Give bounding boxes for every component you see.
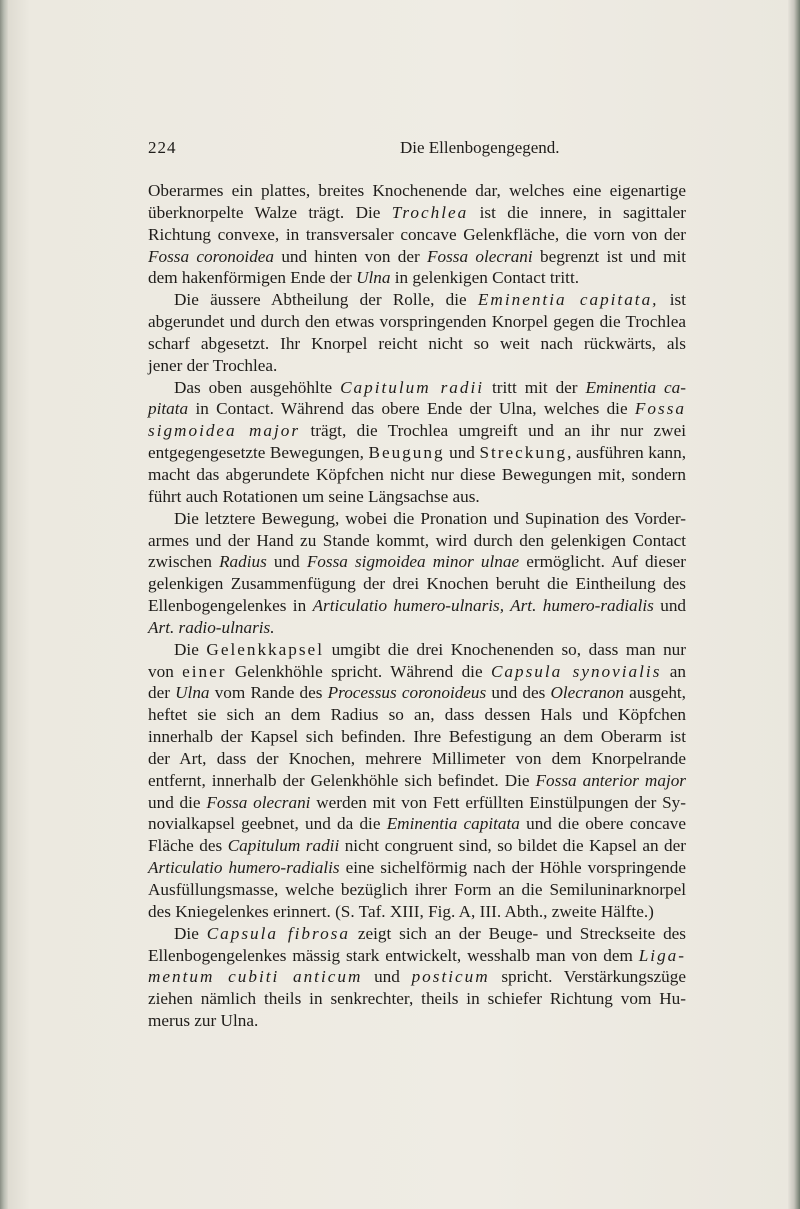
text-segment: entfernt, innerhalb der Gelenkhöhle sich befindet. Die [148, 770, 536, 790]
text-segment: gelenkigen Zusammenfügung der drei Knochen beruht die Eintheilung des [148, 574, 686, 594]
text-segment: Die [174, 923, 207, 943]
text-segment: Fossa anterior major [535, 770, 686, 790]
text-line [148, 333, 686, 355]
text-line [148, 792, 686, 814]
text-line [148, 857, 686, 879]
text-line [148, 442, 686, 464]
text-line [148, 486, 686, 508]
text-segment: Gelenkhöhle spricht. Während die [226, 661, 491, 681]
text-segment: in Contact. Während das obere Ende der Ulna, welches die [188, 399, 635, 419]
text-line [148, 661, 686, 683]
text-line [148, 573, 686, 595]
text-segment: Ulna [356, 268, 391, 288]
text-segment: nicht congruent sind, so bildet die Kapsel an der [339, 836, 686, 856]
text-segment: , ausführen kann, [567, 443, 686, 463]
body-text [148, 180, 686, 1032]
text-segment: macht das abgerundete Köpfchen nicht nur diese Bewegungen mit, sondern [148, 464, 686, 484]
text-line [148, 988, 686, 1010]
text-segment: Eminentia capitata [386, 814, 520, 834]
text-line [148, 748, 686, 770]
text-segment: trägt, die Trochlea umgreift und an ihr nur zwei [300, 421, 686, 441]
text-segment: Richtung convexe, in transversaler concave Gelenkfläche, die vorn von der [148, 224, 686, 244]
text-segment: an [661, 661, 686, 681]
text-line [148, 966, 686, 988]
text-line [148, 726, 686, 748]
text-segment: Eminentia ca- [585, 377, 687, 397]
text-segment: Fossa coronoidea [148, 246, 275, 266]
text-line [148, 682, 686, 704]
text-segment: ausgeht, [624, 683, 686, 703]
text-segment: merus zur Ulna. [148, 1011, 259, 1031]
text-segment: einer [182, 661, 227, 681]
text-segment: Ellenbogengelenkes mässig stark entwickelt, wesshalb man von dem [148, 945, 639, 965]
running-title: Die Ellenbogengegend. [400, 138, 560, 157]
text-segment: und des [486, 683, 551, 703]
text-line [148, 901, 686, 923]
page-header [148, 138, 688, 162]
text-line [148, 945, 686, 967]
text-segment: zeigt sich an der Beuge- und Streckseite des [349, 923, 686, 943]
text-segment: Ellenbogengelenkes in [148, 596, 313, 616]
text-line [148, 420, 686, 442]
text-line [148, 246, 686, 268]
text-segment: Beugung [368, 443, 445, 463]
text-segment: spricht. Verstärkungszüge [489, 967, 686, 987]
text-segment: Gelenkkapsel [206, 639, 324, 659]
text-segment: Capsula synovialis [490, 661, 662, 681]
text-segment: Ausfüllungsmasse, welche bezüglich ihrer Form an die Semiluninarknorpel [148, 880, 686, 899]
text-segment: posticum [411, 967, 490, 987]
text-segment: Capitulum radii [340, 377, 485, 397]
text-segment: des Kniegelenkes erinnert. (S. Taf. XIII, Fig. A, III. Abth., zweite Hälfte.) [148, 901, 654, 921]
text-line [148, 180, 686, 202]
text-segment: und [266, 552, 307, 572]
text-line [148, 377, 686, 399]
page-edge [788, 0, 800, 1209]
text-segment: Articulatio humero-radialis [148, 858, 340, 878]
text-segment: Fossa olecrani [206, 792, 311, 812]
text-segment: und die obere concave [519, 814, 686, 834]
text-segment: innerhalb der Kapsel sich befinden. Ihre Befestigung an dem Oberarm ist [148, 727, 686, 747]
text-segment: sigmoidea major [148, 421, 301, 441]
text-line [148, 224, 686, 246]
text-segment: Liga- [638, 945, 686, 965]
text-line [148, 639, 686, 661]
text-segment: Die [174, 639, 207, 659]
text-segment: ermöglicht. Auf dieser [519, 552, 687, 572]
text-line [148, 1010, 686, 1032]
text-segment: novialkapsel geebnet, und da die [148, 814, 387, 834]
text-segment: Capsula fibrosa [206, 923, 350, 943]
text-segment: Ulna [175, 683, 210, 703]
text-line [148, 835, 686, 857]
text-segment: und [444, 443, 480, 463]
text-segment: von [148, 661, 183, 681]
text-segment: entgegengesetzte Bewegungen, [148, 443, 369, 463]
text-segment: Olecranon [550, 683, 624, 703]
text-line [148, 551, 686, 573]
text-segment: Das oben ausgehöhlte [174, 377, 341, 397]
text-segment: Trochlea [391, 202, 469, 222]
text-segment: Streckung [479, 443, 568, 463]
text-segment: dem hakenförmigen Ende der [148, 268, 357, 288]
text-line [148, 267, 686, 289]
text-segment: Oberarmes ein plattes, breites Knochenende dar, welches eine eigenartige [148, 181, 686, 200]
text-line [148, 398, 686, 420]
text-segment: begrenzt ist und mit [532, 246, 686, 266]
text-segment: abgerundet und durch den etwas vorspringenden Knorpel gegen die Trochlea [148, 312, 686, 332]
text-segment: der Art, dass der Knochen, mehrere Millimeter von dem Knorpelrande [148, 748, 686, 768]
binding-gutter [0, 0, 8, 1209]
text-segment: Fossa [634, 399, 686, 419]
text-segment: Art. radio-ulnaris. [148, 617, 275, 637]
text-line [148, 289, 686, 311]
text-line [148, 530, 686, 552]
text-line [148, 704, 686, 726]
text-segment: Fläche des [148, 836, 228, 856]
text-segment: ziehen nämlich theils in senkrechter, theils in schiefer Richtung vom Hu- [148, 989, 686, 1009]
text-line [148, 770, 686, 792]
text-segment: Processus coronoideus [327, 683, 487, 703]
text-segment: heftet sie sich an dem Radius so an, dass dessen Hals und Köpfchen [148, 705, 686, 725]
text-line [148, 508, 686, 530]
text-segment: umgibt die drei Knochenenden so, dass man nur [323, 639, 686, 659]
text-line [148, 813, 686, 835]
text-line [148, 617, 686, 639]
text-segment: in gelenkigen Contact tritt. [390, 268, 580, 288]
text-segment: Fossa olecrani [427, 246, 533, 266]
text-segment: vom Rande des [209, 683, 328, 703]
text-segment: und hinten von der [274, 246, 428, 266]
text-line [148, 595, 686, 617]
text-segment: überknorpelte Walze trägt. Die [148, 202, 392, 222]
text-segment: Capitulum radii [227, 836, 340, 856]
text-segment: mentum cubiti anticum [148, 967, 363, 987]
text-segment: und [362, 967, 412, 987]
text-segment: zwischen [148, 552, 220, 572]
text-segment: armes und der Hand zu Stande kommt, wird durch den gelenkigen Contact [148, 530, 686, 550]
text-segment: ist [658, 290, 686, 310]
text-segment: Die letztere Bewegung, wobei die Pronation und Supination des Vorder- [174, 508, 686, 528]
text-segment: der [148, 683, 176, 703]
text-segment: jener der Trochlea. [148, 355, 278, 375]
text-segment: pitata [148, 399, 189, 419]
text-line [148, 923, 686, 945]
text-segment: Fossa sigmoidea minor ulnae [306, 552, 520, 572]
text-line [148, 355, 686, 377]
page-number: 224 [148, 138, 177, 157]
text-segment: und [653, 596, 687, 616]
text-segment: eine sichelförmig nach der Höhle vorspringende [339, 858, 686, 878]
text-segment: und die [148, 792, 207, 812]
text-line [148, 879, 686, 901]
text-segment: führt auch Rotationen um seine Längsachse aus. [148, 486, 480, 506]
text-line [148, 464, 686, 486]
text-line [148, 311, 686, 333]
text-segment: scharf abgesetzt. Ihr Knorpel reicht nicht so weit nach rückwärts, als [148, 333, 686, 353]
text-segment: Die äussere Abtheilung der Rolle, die [174, 290, 478, 310]
text-segment: ist die innere, in sagittaler [468, 202, 686, 222]
text-segment: Articulatio humero-ulnaris, Art. humero-radialis [312, 596, 654, 616]
text-segment: tritt mit der [484, 377, 586, 397]
text-segment: werden mit von Fett erfüllten Einstülpungen der Sy- [310, 792, 687, 812]
text-line [148, 202, 686, 224]
text-segment: Eminentia capitata, [477, 290, 659, 310]
text-segment: Radius [219, 552, 267, 572]
